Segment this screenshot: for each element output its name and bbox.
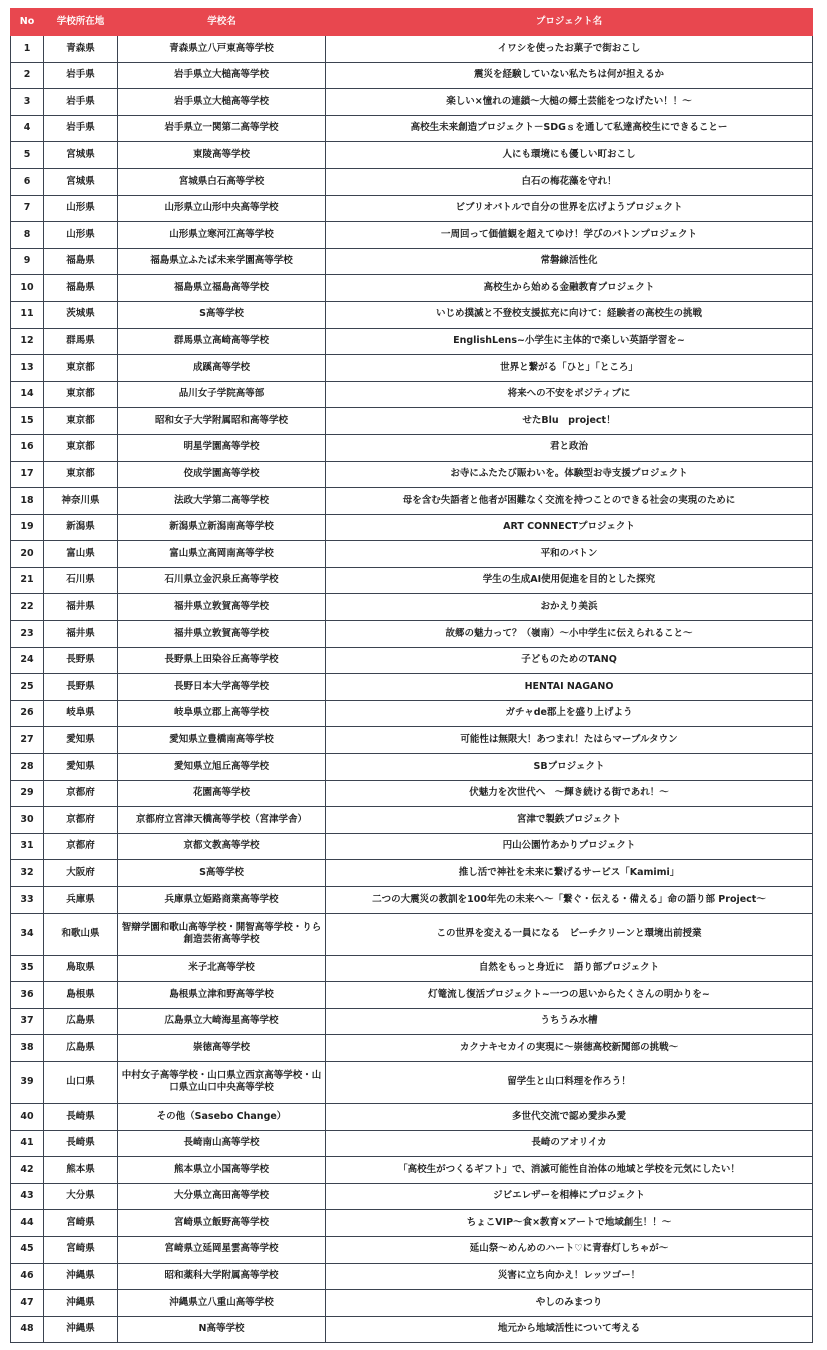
cell-project: おかえり美浜 xyxy=(326,594,813,621)
cell-project: 常磐線活性化 xyxy=(326,248,813,275)
cell-prefecture: 石川県 xyxy=(44,567,118,594)
table-row xyxy=(11,195,813,222)
cell-project: 自然をもっと身近に 語り部プロジェクト xyxy=(326,955,813,982)
cell-project: 故郷の魅力って？（嶺南）〜小中学生に伝えられること〜 xyxy=(326,621,813,648)
table-row xyxy=(11,887,813,914)
cell-no: 43 xyxy=(11,1183,44,1210)
cell-prefecture: 福井県 xyxy=(44,594,118,621)
cell-school: 石川県立金沢泉丘高等学校 xyxy=(118,567,326,594)
header-school: 学校名 xyxy=(118,9,326,36)
table-row xyxy=(11,62,813,89)
cell-prefecture: 長野県 xyxy=(44,647,118,674)
project-list-table xyxy=(10,8,813,1343)
cell-prefecture: 福井県 xyxy=(44,621,118,648)
cell-school: 昭和女子大学附属昭和高等学校 xyxy=(118,408,326,435)
cell-prefecture: 大分県 xyxy=(44,1183,118,1210)
cell-project: 二つの大震災の教訓を100年先の未来へ〜「繋ぐ・伝える・備える」命の語り部 Project〜 xyxy=(326,887,813,914)
cell-prefecture: 愛知県 xyxy=(44,754,118,781)
table-row xyxy=(11,89,813,116)
table-row xyxy=(11,355,813,382)
cell-school: 京都文教高等学校 xyxy=(118,833,326,860)
cell-project: やしのみまつり xyxy=(326,1290,813,1317)
cell-project: 推し活で神社を未来に繋げるサービス「Kamimi」 xyxy=(326,860,813,887)
cell-project: ガチャde郡上を盛り上げよう xyxy=(326,700,813,727)
cell-prefecture: 沖縄県 xyxy=(44,1263,118,1290)
cell-no: 22 xyxy=(11,594,44,621)
cell-prefecture: 鳥取県 xyxy=(44,955,118,982)
cell-school: 岩手県立大槌高等学校 xyxy=(118,89,326,116)
cell-project: 高校生から始める金融教育プロジェクト xyxy=(326,275,813,302)
cell-prefecture: 熊本県 xyxy=(44,1157,118,1184)
cell-no: 33 xyxy=(11,887,44,914)
cell-project: 留学生と山口料理を作ろう！ xyxy=(326,1061,813,1103)
cell-school: 兵庫県立姫路商業高等学校 xyxy=(118,887,326,914)
cell-school: 長崎南山高等学校 xyxy=(118,1130,326,1157)
cell-no: 44 xyxy=(11,1210,44,1237)
cell-no: 20 xyxy=(11,541,44,568)
table-row xyxy=(11,301,813,328)
cell-school: その他（Sasebo Change） xyxy=(118,1103,326,1130)
cell-prefecture: 富山県 xyxy=(44,541,118,568)
cell-project: 学生の生成AI使用促進を目的とした探究 xyxy=(326,567,813,594)
cell-project: 延山祭〜めんめのハート♡に青春灯しちゃが〜 xyxy=(326,1236,813,1263)
table-row xyxy=(11,1157,813,1184)
cell-school: S高等学校 xyxy=(118,860,326,887)
cell-school: 智辯学園和歌山高等学校・開智高等学校・りら創造芸術高等学校 xyxy=(118,913,326,955)
table-row xyxy=(11,807,813,834)
table-row xyxy=(11,1263,813,1290)
cell-no: 8 xyxy=(11,222,44,249)
table-row xyxy=(11,1130,813,1157)
cell-no: 6 xyxy=(11,168,44,195)
cell-no: 36 xyxy=(11,982,44,1009)
table-row xyxy=(11,594,813,621)
table-row xyxy=(11,328,813,355)
header-no: No xyxy=(11,9,44,36)
cell-school: 群馬県立高崎高等学校 xyxy=(118,328,326,355)
cell-school: 熊本県立小国高等学校 xyxy=(118,1157,326,1184)
table-body xyxy=(11,36,813,1343)
cell-school: 愛知県立豊橋南高等学校 xyxy=(118,727,326,754)
cell-project: うちうみ水槽 xyxy=(326,1008,813,1035)
table-row xyxy=(11,514,813,541)
cell-project: カクナキセカイの実現に〜崇徳高校新聞部の挑戦〜 xyxy=(326,1035,813,1062)
cell-prefecture: 山口県 xyxy=(44,1061,118,1103)
cell-no: 15 xyxy=(11,408,44,435)
cell-prefecture: 群馬県 xyxy=(44,328,118,355)
cell-prefecture: 東京都 xyxy=(44,434,118,461)
cell-no: 24 xyxy=(11,647,44,674)
cell-project: HENTAI NAGANO xyxy=(326,674,813,701)
cell-prefecture: 宮城県 xyxy=(44,168,118,195)
cell-prefecture: 京都府 xyxy=(44,833,118,860)
cell-project: 白石の梅花藻を守れ！ xyxy=(326,168,813,195)
table-row xyxy=(11,1210,813,1237)
cell-no: 1 xyxy=(11,36,44,63)
cell-no: 16 xyxy=(11,434,44,461)
table-row xyxy=(11,1061,813,1103)
cell-prefecture: 広島県 xyxy=(44,1035,118,1062)
cell-project: 母を含む失語者と他者が困難なく交流を持つことのできる社会の実現のために xyxy=(326,488,813,515)
cell-school: 宮崎県立飯野高等学校 xyxy=(118,1210,326,1237)
cell-project: イワシを使ったお菓子で街おこし xyxy=(326,36,813,63)
table-row xyxy=(11,488,813,515)
table-row xyxy=(11,1236,813,1263)
cell-school: 新潟県立新潟南高等学校 xyxy=(118,514,326,541)
table-row xyxy=(11,168,813,195)
cell-prefecture: 京都府 xyxy=(44,780,118,807)
cell-school: 京都府立宮津天橋高等学校（宮津学舎） xyxy=(118,807,326,834)
cell-prefecture: 東京都 xyxy=(44,461,118,488)
cell-no: 34 xyxy=(11,913,44,955)
cell-school: 福井県立敦賀高等学校 xyxy=(118,621,326,648)
cell-no: 3 xyxy=(11,89,44,116)
cell-project: 災害に立ち向かえ！レッツゴー！ xyxy=(326,1263,813,1290)
table-row xyxy=(11,1008,813,1035)
cell-prefecture: 京都府 xyxy=(44,807,118,834)
cell-school: 法政大学第二高等学校 xyxy=(118,488,326,515)
cell-school: 富山県立高岡南高等学校 xyxy=(118,541,326,568)
cell-no: 46 xyxy=(11,1263,44,1290)
cell-prefecture: 東京都 xyxy=(44,381,118,408)
cell-no: 4 xyxy=(11,115,44,142)
table-row xyxy=(11,780,813,807)
cell-school: 明星学園高等学校 xyxy=(118,434,326,461)
cell-no: 27 xyxy=(11,727,44,754)
cell-no: 26 xyxy=(11,700,44,727)
table-row xyxy=(11,913,813,955)
cell-no: 28 xyxy=(11,754,44,781)
cell-school: 山形県立山形中央高等学校 xyxy=(118,195,326,222)
cell-school: 岩手県立一関第二高等学校 xyxy=(118,115,326,142)
cell-school: N高等学校 xyxy=(118,1316,326,1343)
cell-prefecture: 兵庫県 xyxy=(44,887,118,914)
cell-project: 将来への不安をポジティブに xyxy=(326,381,813,408)
cell-school: 昭和薬科大学附属高等学校 xyxy=(118,1263,326,1290)
cell-prefecture: 長崎県 xyxy=(44,1130,118,1157)
table-row xyxy=(11,955,813,982)
cell-school: S高等学校 xyxy=(118,301,326,328)
cell-prefecture: 新潟県 xyxy=(44,514,118,541)
cell-school: 広島県立大崎海星高等学校 xyxy=(118,1008,326,1035)
table-row xyxy=(11,754,813,781)
cell-prefecture: 広島県 xyxy=(44,1008,118,1035)
cell-prefecture: 東京都 xyxy=(44,355,118,382)
cell-no: 17 xyxy=(11,461,44,488)
cell-project: ちょこVIP〜食×教育×アートで地域創生！！〜 xyxy=(326,1210,813,1237)
cell-prefecture: 岩手県 xyxy=(44,115,118,142)
cell-no: 37 xyxy=(11,1008,44,1035)
cell-school: 長野県上田染谷丘高等学校 xyxy=(118,647,326,674)
table-row xyxy=(11,674,813,701)
cell-no: 21 xyxy=(11,567,44,594)
cell-no: 47 xyxy=(11,1290,44,1317)
cell-no: 39 xyxy=(11,1061,44,1103)
cell-no: 7 xyxy=(11,195,44,222)
cell-prefecture: 福島県 xyxy=(44,275,118,302)
cell-project: 長崎のアオリイカ xyxy=(326,1130,813,1157)
cell-project: 楽しい×憧れの連鎖〜大槌の郷土芸能をつなげたい！！〜 xyxy=(326,89,813,116)
cell-no: 48 xyxy=(11,1316,44,1343)
cell-prefecture: 愛知県 xyxy=(44,727,118,754)
cell-project: 地元から地域活性について考える xyxy=(326,1316,813,1343)
cell-school: 沖縄県立八重山高等学校 xyxy=(118,1290,326,1317)
cell-prefecture: 福島県 xyxy=(44,248,118,275)
table-row xyxy=(11,833,813,860)
table-row xyxy=(11,461,813,488)
cell-no: 23 xyxy=(11,621,44,648)
cell-no: 25 xyxy=(11,674,44,701)
cell-project: 可能性は無限大！あつまれ！たはらマーブルタウン xyxy=(326,727,813,754)
table-row xyxy=(11,647,813,674)
cell-project: 世界と繋がる「ひと」「ところ」 xyxy=(326,355,813,382)
cell-school: 中村女子高等学校・山口県立西京高等学校・山口県立山口中央高等学校 xyxy=(118,1061,326,1103)
cell-project: SBプロジェクト xyxy=(326,754,813,781)
cell-prefecture: 和歌山県 xyxy=(44,913,118,955)
cell-school: 福島県立ふたば未来学園高等学校 xyxy=(118,248,326,275)
cell-prefecture: 長崎県 xyxy=(44,1103,118,1130)
cell-school: 長野日本大学高等学校 xyxy=(118,674,326,701)
cell-no: 45 xyxy=(11,1236,44,1263)
table-row xyxy=(11,1316,813,1343)
cell-project: 円山公園竹あかりプロジェクト xyxy=(326,833,813,860)
cell-no: 18 xyxy=(11,488,44,515)
cell-no: 11 xyxy=(11,301,44,328)
table-row xyxy=(11,115,813,142)
cell-project: 君と政治 xyxy=(326,434,813,461)
cell-school: 宮城県白石高等学校 xyxy=(118,168,326,195)
cell-no: 41 xyxy=(11,1130,44,1157)
cell-no: 32 xyxy=(11,860,44,887)
header-prefecture: 学校所在地 xyxy=(44,9,118,36)
cell-prefecture: 東京都 xyxy=(44,408,118,435)
cell-project: 高校生未来創造プロジェクト－SDGｓを通して私達高校生にできることー xyxy=(326,115,813,142)
cell-no: 14 xyxy=(11,381,44,408)
cell-prefecture: 宮城県 xyxy=(44,142,118,169)
cell-project: せたBlu project！ xyxy=(326,408,813,435)
table-row xyxy=(11,1035,813,1062)
table-row xyxy=(11,142,813,169)
cell-school: 東陵高等学校 xyxy=(118,142,326,169)
cell-school: 島根県立津和野高等学校 xyxy=(118,982,326,1009)
cell-prefecture: 青森県 xyxy=(44,36,118,63)
cell-no: 35 xyxy=(11,955,44,982)
cell-school: 岐阜県立郡上高等学校 xyxy=(118,700,326,727)
table-row xyxy=(11,1183,813,1210)
cell-no: 42 xyxy=(11,1157,44,1184)
cell-prefecture: 山形県 xyxy=(44,222,118,249)
cell-project: いじめ撲滅と不登校支援拡充に向けて：経験者の高校生の挑戦 xyxy=(326,301,813,328)
cell-school: 宮崎県立延岡星雲高等学校 xyxy=(118,1236,326,1263)
table-row xyxy=(11,248,813,275)
cell-project: 子どものためのTANQ xyxy=(326,647,813,674)
cell-project: 一周回って価値観を超えてゆけ！学びのバトンプロジェクト xyxy=(326,222,813,249)
cell-project: 震災を経験していない私たちは何が担えるか xyxy=(326,62,813,89)
table-row xyxy=(11,222,813,249)
cell-prefecture: 宮崎県 xyxy=(44,1236,118,1263)
cell-project: 宮津で製鉄プロジェクト xyxy=(326,807,813,834)
table-row xyxy=(11,700,813,727)
cell-project: 人にも環境にも優しい町おこし xyxy=(326,142,813,169)
cell-project: 灯篭流し復活プロジェクト~一つの思いからたくさんの明かりを~ xyxy=(326,982,813,1009)
table-row xyxy=(11,982,813,1009)
table-row xyxy=(11,621,813,648)
cell-prefecture: 沖縄県 xyxy=(44,1316,118,1343)
cell-school: 佼成学園高等学校 xyxy=(118,461,326,488)
cell-no: 31 xyxy=(11,833,44,860)
cell-no: 38 xyxy=(11,1035,44,1062)
table-row xyxy=(11,381,813,408)
cell-prefecture: 茨城県 xyxy=(44,301,118,328)
cell-no: 5 xyxy=(11,142,44,169)
cell-no: 29 xyxy=(11,780,44,807)
cell-project: この世界を変える一員になる ビーチクリーンと環境出前授業 xyxy=(326,913,813,955)
table-row xyxy=(11,1290,813,1317)
cell-project: 「高校生がつくるギフト」で、消滅可能性自治体の地域と学校を元気にしたい！ xyxy=(326,1157,813,1184)
cell-no: 40 xyxy=(11,1103,44,1130)
cell-prefecture: 山形県 xyxy=(44,195,118,222)
cell-no: 13 xyxy=(11,355,44,382)
cell-school: 福島県立福島高等学校 xyxy=(118,275,326,302)
cell-project: お寺にふたたび賑わいを。体験型お寺支援プロジェクト xyxy=(326,461,813,488)
cell-prefecture: 岩手県 xyxy=(44,62,118,89)
cell-no: 2 xyxy=(11,62,44,89)
table-row xyxy=(11,567,813,594)
table-row xyxy=(11,860,813,887)
table-row xyxy=(11,275,813,302)
cell-project: 多世代交流で認め愛歩み愛 xyxy=(326,1103,813,1130)
cell-prefecture: 神奈川県 xyxy=(44,488,118,515)
cell-school: 大分県立高田高等学校 xyxy=(118,1183,326,1210)
table-row xyxy=(11,408,813,435)
cell-project: 伏魅力を次世代へ 〜輝き続ける街であれ！〜 xyxy=(326,780,813,807)
table-row xyxy=(11,541,813,568)
cell-prefecture: 岩手県 xyxy=(44,89,118,116)
table-header xyxy=(11,9,813,36)
cell-no: 30 xyxy=(11,807,44,834)
cell-school: 山形県立寒河江高等学校 xyxy=(118,222,326,249)
cell-project: ジビエレザーを相棒にプロジェクト xyxy=(326,1183,813,1210)
cell-no: 10 xyxy=(11,275,44,302)
cell-project: ART CONNECTプロジェクト xyxy=(326,514,813,541)
cell-school: 福井県立敦賀高等学校 xyxy=(118,594,326,621)
cell-school: 品川女子学院高等部 xyxy=(118,381,326,408)
cell-school: 崇徳高等学校 xyxy=(118,1035,326,1062)
cell-school: 青森県立八戸東高等学校 xyxy=(118,36,326,63)
table-row xyxy=(11,1103,813,1130)
table-row xyxy=(11,727,813,754)
cell-school: 花園高等学校 xyxy=(118,780,326,807)
cell-project: 平和のバトン xyxy=(326,541,813,568)
table-row xyxy=(11,36,813,63)
cell-prefecture: 岐阜県 xyxy=(44,700,118,727)
cell-school: 米子北高等学校 xyxy=(118,955,326,982)
cell-school: 成蹊高等学校 xyxy=(118,355,326,382)
cell-project: EnglishLens~小学生に主体的で楽しい英語学習を~ xyxy=(326,328,813,355)
header-row xyxy=(11,9,813,36)
cell-no: 12 xyxy=(11,328,44,355)
cell-prefecture: 島根県 xyxy=(44,982,118,1009)
cell-school: 岩手県立大槌高等学校 xyxy=(118,62,326,89)
cell-prefecture: 大阪府 xyxy=(44,860,118,887)
cell-no: 19 xyxy=(11,514,44,541)
project-list-table-container xyxy=(10,8,812,1343)
cell-school: 愛知県立旭丘高等学校 xyxy=(118,754,326,781)
cell-prefecture: 沖縄県 xyxy=(44,1290,118,1317)
cell-prefecture: 宮崎県 xyxy=(44,1210,118,1237)
table-row xyxy=(11,434,813,461)
cell-no: 9 xyxy=(11,248,44,275)
cell-project: ビブリオバトルで自分の世界を広げようプロジェクト xyxy=(326,195,813,222)
cell-prefecture: 長野県 xyxy=(44,674,118,701)
header-project: プロジェクト名 xyxy=(326,9,813,36)
